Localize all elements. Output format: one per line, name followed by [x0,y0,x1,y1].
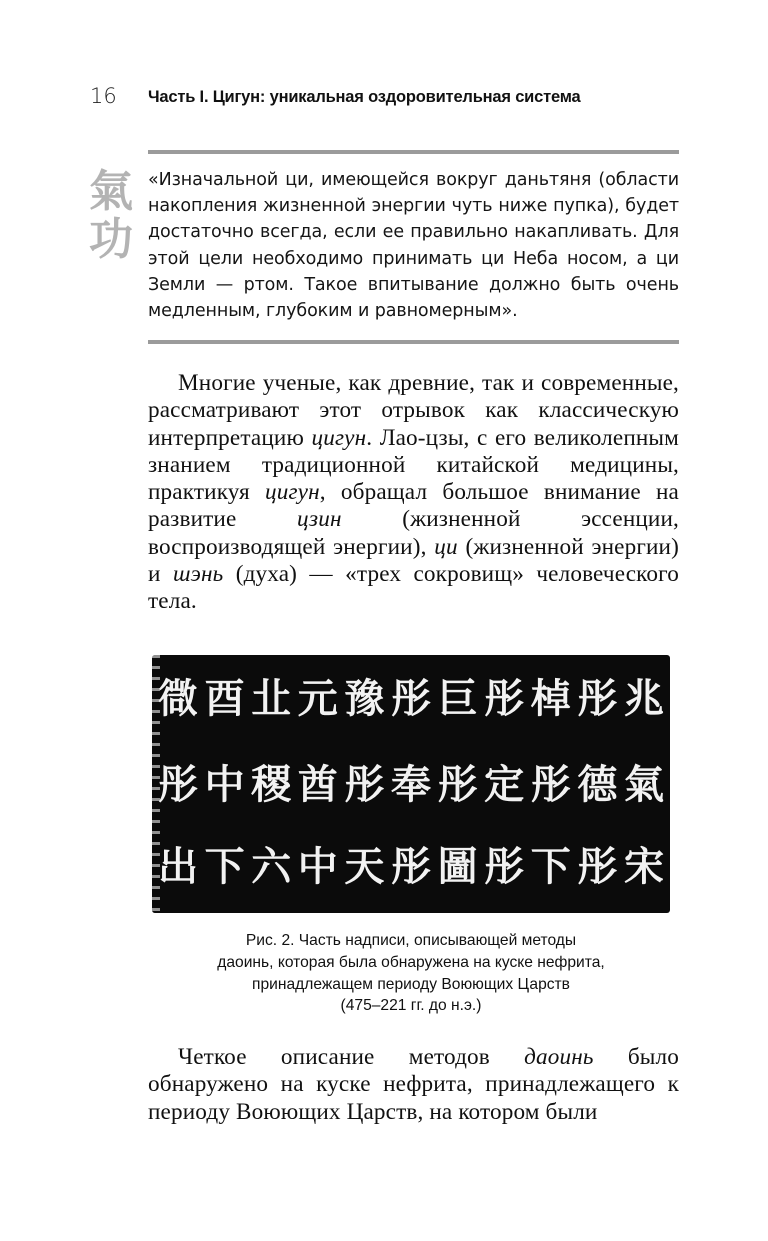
qigong-glyphs [80,168,142,264]
caption-line: (475–221 гг. до н.э.) [340,997,482,1015]
term-daoyin: даоинь [524,1044,594,1070]
inscription-glyph: 奉 [390,761,431,808]
text-run: . Лао-цзы, с его великолепным знанием традиционной китайской медицины, практикуя [148,424,679,506]
text-run: Многие ученые, как древние, так и современные, рассматривают этот отрывок как классическую интерпретацию [148,370,679,451]
qi-glyph: 氣 [89,166,133,217]
text-run: было обнаружено на куске нефрита, принадлежащего к периоду Воюющих Царств, на котором были [148,1044,679,1125]
inscription-glyph: 酉 [204,675,245,722]
caption-line: принадлежащем периоду Воюющих Царств [252,975,570,993]
body-paragraph-1 [148,370,679,616]
inscription-glyph: 兆 [623,675,664,722]
inscription-row-3 [158,827,664,907]
inscription-glyph: 棹 [530,675,571,722]
inscription-glyph: 下 [204,843,245,890]
text-run: Четкое описание методов [178,1044,525,1070]
inscription-glyph: 彤 [577,843,618,890]
inscription-glyph: 圖 [437,843,478,890]
inscription-glyph: 彤 [437,761,478,808]
inscription-glyph: 中 [297,843,338,890]
term-qigong: цигун [311,424,367,451]
page-header [90,84,680,114]
inscription-glyph: 彤 [484,843,525,890]
term-shen: шэнь [172,561,224,588]
caption-line: Рис. 2. Часть надписи, описывающей методы [245,932,577,949]
inscription-glyph: 稷 [251,761,292,808]
term-qi: ци [434,533,458,560]
figure-caption [152,930,670,1017]
inscription-glyph: 巨 [437,675,478,722]
inscription-row-2 [158,745,664,825]
quote-block: «Изначальной ци, имеющейся вокруг даньтяня (области накопления жизненной энергии чуть ниже пупка), будет достаточно всегда, если ее правильно накапливать. Для этой цели необходимо принимать ци Неба носом, а ци Земли — ртом. Такое впитывание должно быть очень медленным, глубоким и равномерным». [148,170,679,322]
term-jing: цзин [297,506,342,533]
page-number: 16 [90,84,117,108]
inscription-glyph: 宋 [623,843,664,890]
quote-top-rule [148,150,679,154]
running-title: Часть I. Цигун: уникальная оздоровительная система [148,88,581,106]
inscription-glyph: 中 [204,761,245,808]
text-run: (жизненной энергии) и [148,533,679,588]
inscription-glyph: 彤 [390,843,431,890]
inscription-glyph: 彤 [577,675,618,722]
inscription-glyph: 下 [530,843,571,890]
inscription-glyph: 彤 [344,761,385,808]
inscription-glyph: 㐀 [251,675,292,722]
inscription-glyph: 彤 [390,675,431,722]
inscription-glyph: 元 [297,675,338,722]
body-paragraph-2 [148,1044,679,1126]
inscription-glyph: 彤 [530,761,571,808]
text-run: , обращал большое внимание на развитие [148,479,679,533]
inscription-glyph: 定 [484,761,525,808]
inscription-row-1 [158,659,664,739]
term-qigong: цигун [264,479,320,506]
inscription-glyph: 六 [251,843,292,890]
inscription-glyph: 彤 [484,675,525,722]
inscription-glyph: 㣲 [158,675,198,722]
jade-inscription-image [152,655,670,913]
inscription-glyph: 出 [158,843,198,890]
gong-glyph: 功 [89,214,133,265]
text-run: (духа) — «трех сокровищ» человеческого тела. [148,561,679,615]
caption-line: даоинь, которая была обнаружена на куске нефрита, [217,953,605,971]
text-run: (жизненной эссенции, воспроизводящей энергии), [148,506,679,560]
quote-bottom-rule [148,340,679,344]
inscription-glyph: 氣 [623,761,664,808]
inscription-glyph: 酋 [297,761,338,808]
inscription-glyph: 豫 [344,675,385,722]
inscription-glyph: 德 [577,761,618,808]
inscription-glyph: 天 [344,843,385,890]
inscription-glyph: 彤 [158,761,198,808]
